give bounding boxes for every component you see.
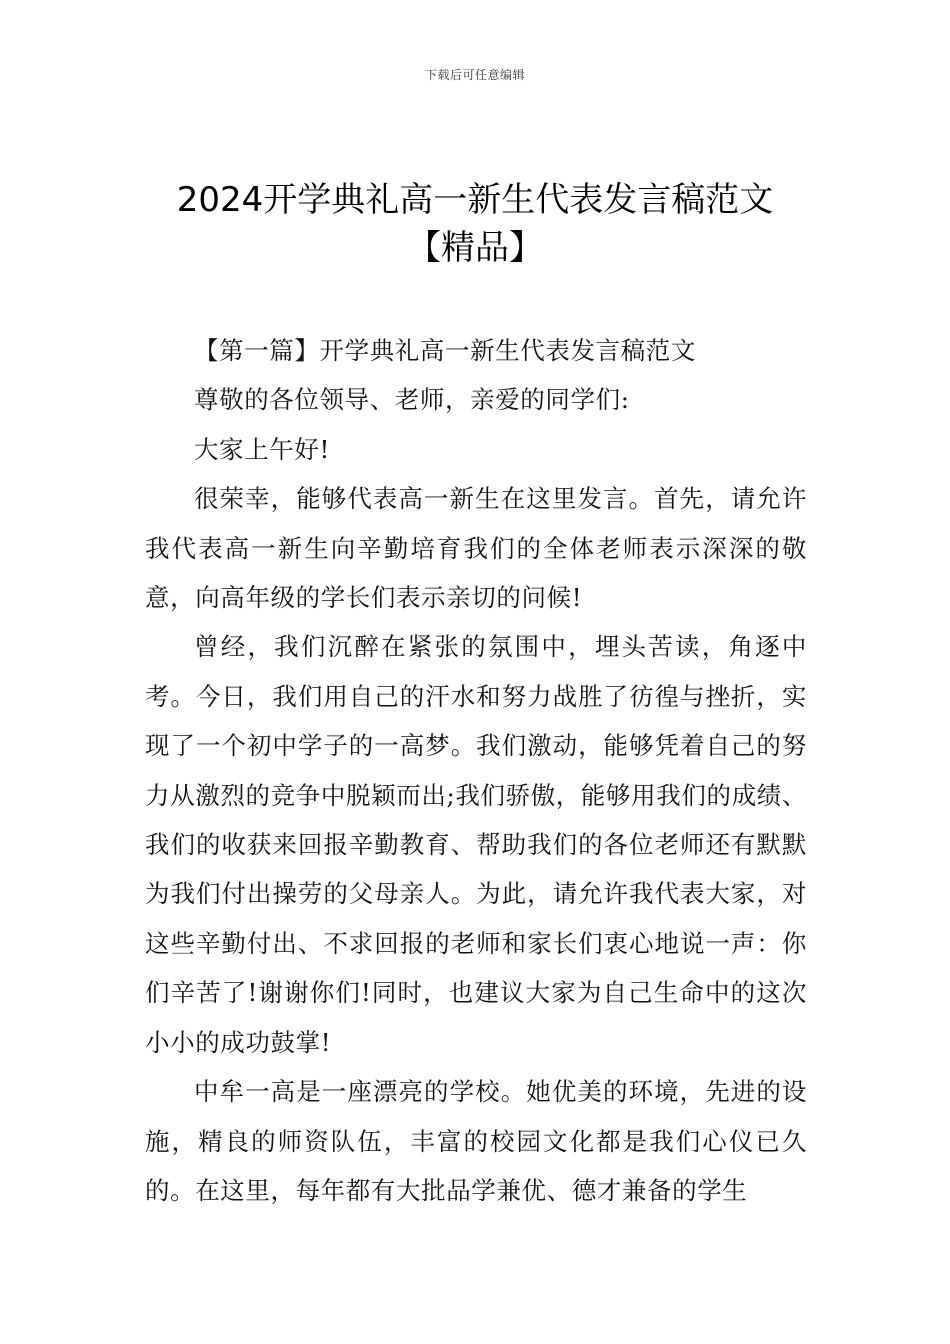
section-heading: 【第一篇】开学典礼高一新生代表发言稿范文	[194, 336, 696, 365]
paragraph: 很荣幸，能够代表高一新生在这里发言。首先，请允许我代表高一新生向辛勤培育我们的全体老师表示深深的敬意，向高年级的学长们表示亲切的问候!	[145, 484, 807, 613]
document-body	[145, 326, 807, 1215]
document-title	[100, 176, 850, 272]
greeting: 大家上午好!	[194, 434, 330, 464]
paragraph: 曾经，我们沉醉在紧张的氛围中，埋头苦读，角逐中考。今日，我们用自己的汗水和努力战胜了彷徨与挫折，实现了一个初中学子的一高梦。我们激动，能够凭着自己的努力从激烈的竞争中脱颖而出;我们骄傲，能够用我们的成绩、我们的收获来回报辛勤教育、帮助我们的各位老师还有默默为我们付出操劳的父母亲人。为此，请允许我代表大家，对这些辛勤付出、不求回报的老师和家长们衷心地说一声：你们辛苦了!谢谢你们!同时，也建议大家为自己生命中的这次小小的成功鼓掌!	[145, 632, 807, 1057]
title-line-1: 2024开学典礼高一新生代表发言稿范文	[176, 180, 774, 220]
header-note: 下载后可任意编辑	[424, 68, 525, 82]
salutation: 尊敬的各位领导、老师，亲爱的同学们:	[194, 385, 630, 415]
paragraph: 中牟一高是一座漂亮的学校。她优美的环境，先进的设施，精良的师资队伍，丰富的校园文化都是我们心仪已久的。在这里，每年都有大批品学兼优、德才兼备的学生	[145, 1077, 807, 1205]
title-line-2: 【精品】	[407, 228, 543, 268]
